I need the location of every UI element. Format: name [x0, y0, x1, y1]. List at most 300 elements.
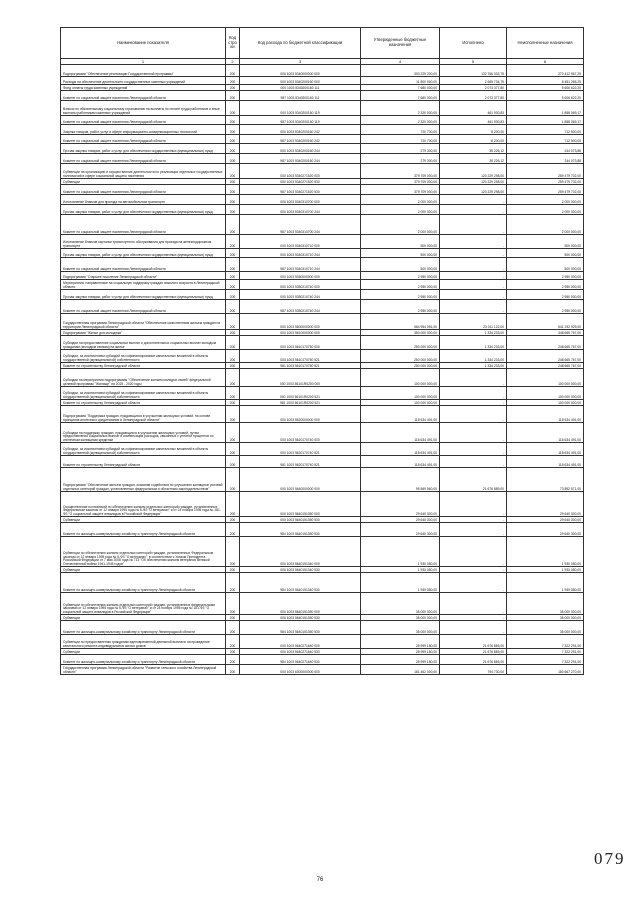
row-name: Субвенции [61, 567, 226, 573]
table-row [61, 185, 584, 195]
table-row [61, 116, 584, 125]
row-name: Субсидии на предоставление социальных выплат и дополнительных социальных выплат молодым гражданам (молодым семьям) на жилье [61, 336, 226, 350]
row-executed: 1 334 233,00 [440, 363, 507, 369]
table-row [61, 195, 584, 205]
table-row [61, 537, 584, 567]
row-remaining: 7 322 291,00 [507, 649, 584, 655]
row-name: Субсидии, за исключением субсидий на софинансирование капитальных вложений в объекты государственной (муниципальной) собственности [61, 387, 226, 400]
row-remaining: 118 634 491,00 [507, 406, 584, 423]
row-executed: - [440, 300, 507, 314]
table-row [61, 290, 584, 300]
row-remaining: 118 634 491,00 [507, 423, 584, 443]
row-budget-code: 000 1003 5640151340 000 [240, 537, 361, 567]
row-executed: 2 073 377,80 [440, 85, 507, 91]
row-approved: 279 300,00 [361, 154, 440, 164]
table-row [61, 655, 584, 665]
row-remaining: 2 950 000,00 [507, 290, 584, 300]
row-line-code: 200 [226, 65, 240, 77]
row-approved: 379 709 000,00 [361, 164, 440, 179]
row-approved: 35 000 000,00 [361, 621, 440, 635]
row-executed: 120 229 298,00 [440, 185, 507, 195]
row-budget-code: 000 1003 5640271640 000 [240, 635, 361, 649]
row-line-code: 200 [226, 423, 240, 443]
row-executed: - [440, 249, 507, 258]
row-budget-code: 000 1003 5610170750 000 [240, 336, 361, 350]
row-executed: 21 676 889,00 [440, 468, 507, 492]
row-name: Комитет по социальной защите населения Ленинградской области [61, 300, 226, 314]
row-executed: - [440, 593, 507, 615]
row-approved: 2 950 000,00 [361, 272, 440, 280]
row-line-code: 200 [226, 517, 240, 523]
row-name: Субвенции по обеспечению жильем отдельных категорий граждан, установленных федеральными законами от 12 января 1995 года № 5-ФЗ "О ветеранах" и от 24 ноября 1995 года № 181-ФЗ "О социальной защите инвалидов в Российской Федерации" [61, 593, 226, 615]
row-line-code: 200 [226, 567, 240, 573]
column-number: 6 [507, 59, 584, 65]
row-executed: - [440, 387, 507, 400]
row-approved: 100 000 000,00 [361, 400, 440, 406]
row-line-code: 200 [226, 615, 240, 621]
row-approved: 35 000 000,00 [361, 615, 440, 621]
row-line-code: 200 [226, 290, 240, 300]
row-approved: 279 300,00 [361, 144, 440, 154]
row-line-code: 200 [226, 537, 240, 567]
row-approved: 303 229 200,00 [361, 65, 440, 77]
row-line-code: 200 [226, 330, 240, 336]
row-approved: 118 634 491,00 [361, 406, 440, 423]
row-approved: 11 800 000,00 [361, 77, 440, 85]
row-budget-code: 981 1003 5610170750 521 [240, 363, 361, 369]
row-name: Фонд оплаты труда казенных учреждений [61, 85, 226, 91]
row-approved: 2 000 000,00 [361, 195, 440, 205]
row-budget-code: 000 1003 5620000000 000 [240, 406, 361, 423]
row-budget-code: 984 1003 5640271640 530 [240, 655, 361, 665]
row-executed: - [440, 523, 507, 537]
row-budget-code: 000 1003 5640151340 530 [240, 567, 361, 573]
table-row [61, 272, 584, 280]
row-name: Комитет по социальной защите населения Ленинградской области [61, 258, 226, 272]
row-remaining: 1 930 080,00 [507, 567, 584, 573]
row-executed: 120 229 298,00 [440, 179, 507, 185]
column-number: 5 [440, 59, 507, 65]
row-name: Комитет по жилищно-коммунальному хозяйству и транспорту Ленинградской области [61, 621, 226, 635]
row-approved: 29 640 300,00 [361, 492, 440, 517]
table-row [61, 280, 584, 290]
row-budget-code: 000 1003 5340271520 000 [240, 164, 361, 179]
row-remaining: 1 858 069,17 [507, 116, 584, 125]
row-budget-code: 000 1003 5340310710 244 [240, 249, 361, 258]
row-budget-code: 000 1003 5600000000 000 [240, 314, 361, 330]
row-remaining: 7 322 291,00 [507, 655, 584, 665]
row-approved: 29 640 300,00 [361, 517, 440, 523]
row-executed: - [440, 205, 507, 215]
row-remaining: 244 073,88 [507, 144, 584, 154]
row-name: Осуществление полномочий по обеспечению жильем отдельных категорий граждан, установленных Федеральным законом от 12 января 1995 года № 5-ФЗ "О ветеранах" и от 24 ноября 1995 года № 181-ФЗ "О социальной защите инвалидов в Российской Федерации" [61, 492, 226, 517]
table-header-row [61, 28, 584, 59]
row-executed: - [440, 567, 507, 573]
budget-execution-table [60, 27, 584, 675]
report-sheet [60, 27, 583, 675]
row-executed: - [440, 492, 507, 517]
row-name: Взносы по обязательному социальному страхованию на выплаты по оплате труда работников и иные выплаты работникам казенных учреждений [61, 101, 226, 116]
row-executed: - [440, 235, 507, 249]
row-executed: - [440, 621, 507, 635]
table-row [61, 91, 584, 101]
table-row [61, 101, 584, 116]
row-executed: - [440, 443, 507, 456]
row-budget-code: 000 1003 5350210740 244 [240, 290, 361, 300]
row-name: Комитет по строительству Ленинградской области [61, 456, 226, 468]
side-stamp-number: 079 [594, 849, 626, 868]
row-executed: 8 200,00 [440, 135, 507, 144]
row-approved: 1 930 080,00 [361, 537, 440, 567]
row-name: Комитет по социальной защите населения Ленинградской области [61, 116, 226, 125]
row-approved: 95 569 560,00 [361, 468, 440, 492]
row-remaining: 244 073,88 [507, 154, 584, 164]
row-approved: 2 000 000,00 [361, 205, 440, 215]
row-budget-code: 000 1003 5640271640 530 [240, 649, 361, 655]
row-remaining: 8 451 265,25 [507, 77, 584, 85]
row-line-code: 200 [226, 272, 240, 280]
row-budget-code: 000 1003 5340310710 000 [240, 235, 361, 249]
row-executed: 21 676 889,00 [440, 655, 507, 665]
row-name: Закупка товаров, работ, услуг в сфере информационно-коммуникационных технологий [61, 125, 226, 135]
row-line-code: 200 [226, 665, 240, 675]
table-row [61, 164, 584, 179]
row-remaining: 248 665 767,00 [507, 350, 584, 363]
row-approved: 2 000 000,00 [361, 215, 440, 235]
row-approved: 118 634 491,00 [361, 456, 440, 468]
row-line-code: 200 [226, 185, 240, 195]
table-row [61, 249, 584, 258]
row-line-code: 200 [226, 116, 240, 125]
row-name: Комитет по строительству Ленинградской области [61, 363, 226, 369]
row-line-code: 200 [226, 492, 240, 517]
row-line-code: 200 [226, 154, 240, 164]
row-remaining: 35 000 000,00 [507, 593, 584, 615]
row-budget-code: 984 1003 5640151350 530 [240, 621, 361, 635]
row-name: Субвенции по обеспечению жильем отдельных категорий граждан, установленных Федеральным законом от 12 января 1995 года № 5-ФЗ "О ветеранах", в соответствии с Указом Президента Российской Федерации от 7 мая 2008 года № 714 "Об обеспечении жильем ветеранов Великой Отечественной войны 1941-1945 годов" [61, 537, 226, 567]
row-name: Подпрограмма "Обеспечение реализации Государственной программы" [61, 65, 226, 77]
table-row [61, 635, 584, 649]
row-executed: - [440, 369, 507, 387]
table-row [61, 154, 584, 164]
header-approved: Утвержденные бюджетные назначения [361, 28, 440, 59]
row-remaining: 2 950 000,00 [507, 272, 584, 280]
row-budget-code: 987 1003 5340200160 242 [240, 135, 361, 144]
row-name: Комитет по социальной защите населения Ленинградской области [61, 91, 226, 101]
row-approved: 379 709 000,00 [361, 185, 440, 195]
row-approved: 250 000 000,00 [361, 350, 440, 363]
row-approved: 7 680 000,00 [361, 85, 440, 91]
row-name: Государственная программа Ленинградской области "Развитие сельского хозяйства Ленинградской области" [61, 665, 226, 675]
row-executed: - [440, 615, 507, 621]
table-row [61, 492, 584, 517]
row-budget-code: 000 1003 56101R0200 521 [240, 387, 361, 400]
row-line-code: 200 [226, 336, 240, 350]
row-line-code: 200 [226, 179, 240, 185]
row-executed: 1 334 233,00 [440, 350, 507, 363]
row-executed: - [440, 258, 507, 272]
row-remaining: 35 000 000,00 [507, 621, 584, 635]
row-executed: 8 200,00 [440, 125, 507, 135]
row-name: Прочая закупка товаров, работ и услуг для обеспечения государственных (муниципальных) нужд [61, 205, 226, 215]
row-line-code: 200 [226, 215, 240, 235]
table-row [61, 258, 584, 272]
row-approved: 500 000,00 [361, 235, 440, 249]
row-remaining: 259 479 702,00 [507, 179, 584, 185]
table-row [61, 456, 584, 468]
row-remaining: 248 665 767,00 [507, 363, 584, 369]
row-approved: 2 320 000,00 [361, 116, 440, 125]
table-row [61, 523, 584, 537]
table-row [61, 573, 584, 593]
row-budget-code: 987 1003 5350210740 244 [240, 300, 361, 314]
row-line-code: 200 [226, 655, 240, 665]
row-approved: 2 950 000,00 [361, 290, 440, 300]
row-line-code: 200 [226, 456, 240, 468]
row-executed: - [440, 537, 507, 567]
row-name: Комитет по строительству Ленинградской области [61, 400, 226, 406]
row-name: Прочая закупка товаров, работ и услуг для обеспечения государственных (муниципальных) нужд [61, 290, 226, 300]
table-row [61, 314, 584, 330]
row-budget-code: 984 1003 5640151340 530 [240, 573, 361, 593]
column-number: 1 [61, 59, 226, 65]
row-executed: 2 073 377,80 [440, 91, 507, 101]
row-executed: 461 930,83 [440, 101, 507, 116]
row-approved: 250 000 000,00 [361, 336, 440, 350]
table-row [61, 369, 584, 387]
row-remaining: 712 500,00 [507, 135, 584, 144]
row-remaining: 348 665 767,00 [507, 330, 584, 336]
row-approved: 720 700,00 [361, 135, 440, 144]
row-line-code: 200 [226, 468, 240, 492]
row-remaining: 2 000 000,00 [507, 195, 584, 205]
row-line-code: 200 [226, 350, 240, 363]
row-budget-code: 000 1003 5340200160 242 [240, 125, 361, 135]
row-remaining: 1 930 080,00 [507, 537, 584, 567]
table-row [61, 423, 584, 443]
row-approved: 250 000 000,00 [361, 363, 440, 369]
row-remaining: 2 000 000,00 [507, 205, 584, 215]
table-row [61, 387, 584, 400]
row-remaining: 29 640 300,00 [507, 523, 584, 537]
row-name: Субвенции [61, 649, 226, 655]
row-name: Мероприятия, направленные на социальную поддержку граждан пожилого возраста в Ленинградской области [61, 280, 226, 290]
table-row [61, 125, 584, 135]
row-executed: - [440, 272, 507, 280]
row-budget-code: 000 1003 5640151350 000 [240, 492, 361, 517]
row-remaining: 7 322 291,00 [507, 635, 584, 649]
row-line-code: 200 [226, 135, 240, 144]
row-approved: 2 320 000,00 [361, 101, 440, 116]
row-approved: 2 950 000,00 [361, 280, 440, 290]
row-name: Прочая закупка товаров, работ и услуг для обеспечения государственных (муниципальных) нужд [61, 249, 226, 258]
row-executed: 35 226,12 [440, 144, 507, 154]
header-line-code: Код стро ки [226, 28, 240, 59]
row-approved: 118 634 491,00 [361, 443, 440, 456]
header-executed: Исполнено [440, 28, 507, 59]
table-row [61, 336, 584, 350]
row-name: Субвенции [61, 517, 226, 523]
row-budget-code: 000 1003 5340200160 111 [240, 85, 361, 91]
row-name: Комитет по жилищно-коммунальному хозяйству и транспорту Ленинградской области [61, 523, 226, 537]
row-budget-code: 000 1003 5340310700 244 [240, 205, 361, 215]
row-budget-code: 000 1003 5350210740 000 [240, 280, 361, 290]
row-executed: 1 334 233,00 [440, 330, 507, 336]
table-row [61, 350, 584, 363]
row-line-code: 200 [226, 400, 240, 406]
row-line-code: 200 [226, 258, 240, 272]
row-budget-code: 000 1003 5620170740 000 [240, 423, 361, 443]
row-budget-code: 000 1003 5340200160 119 [240, 101, 361, 116]
row-name: Комитет по социальной защите населения Ленинградской области [61, 215, 226, 235]
row-approved: 2 950 000,00 [361, 300, 440, 314]
row-executed: 23 011 122,00 [440, 314, 507, 330]
row-name: Субсидии, за исключением субсидий на софинансирование капитальных вложений в объекты государственной (муниципальной) собственности [61, 443, 226, 456]
row-name: Комитет по жилищно-коммунальному хозяйству и транспорту Ленинградской области [61, 655, 226, 665]
row-line-code: 200 [226, 300, 240, 314]
row-budget-code: 000 1003 5640151350 530 [240, 615, 361, 621]
row-name: Изготовление бланков для проезда на автомобильном транспорте [61, 195, 226, 205]
row-approved: 28 999 180,00 [361, 655, 440, 665]
row-budget-code: 000 1003 5610170750 521 [240, 350, 361, 363]
table-row [61, 443, 584, 456]
row-executed: - [440, 456, 507, 468]
row-line-code: 200 [226, 91, 240, 101]
row-remaining: 100 000 000,00 [507, 369, 584, 387]
row-approved: 350 000 000,00 [361, 330, 440, 336]
row-name: Комитет по жилищно-коммунальному хозяйству и транспорту Ленинградской области [61, 573, 226, 593]
row-budget-code: 000 1003 5350000000 000 [240, 272, 361, 280]
row-budget-code: 000 1003 5620170740 521 [240, 443, 361, 456]
row-approved: 29 640 300,00 [361, 523, 440, 537]
row-line-code: 200 [226, 406, 240, 423]
row-executed: 120 229 298,00 [440, 164, 507, 179]
row-remaining: 2 950 000,00 [507, 280, 584, 290]
row-remaining: 5 606 622,20 [507, 91, 584, 101]
table-row [61, 144, 584, 154]
row-budget-code: 987 1003 5340310700 244 [240, 215, 361, 235]
row-approved: 35 000 000,00 [361, 593, 440, 615]
row-executed: 461 930,83 [440, 116, 507, 125]
row-line-code: 200 [226, 314, 240, 330]
row-line-code: 200 [226, 77, 240, 85]
row-name: Подпрограмма "Обеспечение жильем граждан, оказание содействия по улучшению жилищных условий отдельных категорий граждан, установленных федеральным и областным законодательством" [61, 468, 226, 492]
table-row [61, 665, 584, 675]
row-line-code: 200 [226, 144, 240, 154]
row-line-code: 200 [226, 593, 240, 615]
row-line-code: 200 [226, 280, 240, 290]
row-approved: 379 709 000,00 [361, 179, 440, 185]
row-remaining: 5 606 622,20 [507, 85, 584, 91]
table-row [61, 468, 584, 492]
row-name: Субсидии, за исключением субсидий на софинансирование капитальных вложений в объекты государственной (муниципальной) собственности [61, 350, 226, 363]
row-executed: 132 766 032,75 [440, 65, 507, 77]
row-approved: 1 930 080,00 [361, 573, 440, 593]
row-remaining: 73 892 571,00 [507, 468, 584, 492]
row-line-code: 200 [226, 369, 240, 387]
row-line-code: 200 [226, 363, 240, 369]
row-remaining: 2 000 000,00 [507, 215, 584, 235]
row-budget-code: 000 1003 5340200160 244 [240, 144, 361, 154]
row-approved: 181 462 000,00 [361, 665, 440, 675]
row-remaining: 35 000 000,00 [507, 615, 584, 621]
row-line-code: 200 [226, 649, 240, 655]
row-remaining: 118 634 491,00 [507, 456, 584, 468]
row-budget-code: 000 1003 56101R0200 000 [240, 369, 361, 387]
row-line-code: 200 [226, 195, 240, 205]
row-executed: - [440, 215, 507, 235]
row-remaining: 100 000 000,00 [507, 400, 584, 406]
row-line-code: 200 [226, 101, 240, 116]
row-budget-code: 987 1003 5340310710 244 [240, 258, 361, 272]
row-budget-code: 981 1003 56101R0200 521 [240, 400, 361, 406]
row-approved: 28 999 180,00 [361, 635, 440, 649]
row-remaining: 1 858 069,17 [507, 101, 584, 116]
row-approved: 500 000,00 [361, 258, 440, 272]
row-executed: 2 669 734,75 [440, 77, 507, 85]
row-approved: 1 930 080,00 [361, 567, 440, 573]
row-budget-code: 984 1003 5640151350 530 [240, 523, 361, 537]
row-name: Субвенции [61, 179, 226, 185]
row-remaining: 500 000,00 [507, 258, 584, 272]
row-name: Субсидии на поддержку граждан, нуждающихся в улучшении жилищных условий, путем предоставления социальных выплат и компенсации расходов, связанных с уплатой процентов по ипотечным жилищным кредитам [61, 423, 226, 443]
row-executed: 794 730,00 [440, 665, 507, 675]
row-budget-code: 000 1003 5640000000 000 [240, 468, 361, 492]
row-approved: 100 000 000,00 [361, 369, 440, 387]
row-budget-code: 987 1003 5340200160 119 [240, 116, 361, 125]
row-approved: 564 954 051,00 [361, 314, 440, 330]
table-row [61, 65, 584, 77]
row-line-code: 200 [226, 235, 240, 249]
row-budget-code: 987 1003 5340271520 530 [240, 185, 361, 195]
table-row [61, 621, 584, 635]
row-line-code: 200 [226, 523, 240, 537]
row-approved: 28 999 180,00 [361, 649, 440, 655]
row-budget-code: 000 1003 5640151350 000 [240, 593, 361, 615]
row-line-code: 200 [226, 85, 240, 91]
row-line-code: 200 [226, 621, 240, 635]
row-remaining: 2 950 000,00 [507, 300, 584, 314]
row-name: Субвенции по предоставлению гражданам единовременной денежной выплаты на проведение капитального ремонта индивидуальных жилых домов [61, 635, 226, 649]
row-approved: 118 634 491,00 [361, 423, 440, 443]
row-executed: - [440, 573, 507, 593]
table-row [61, 135, 584, 144]
row-executed: - [440, 280, 507, 290]
row-budget-code: 000 1003 5340310700 000 [240, 195, 361, 205]
row-remaining: 259 479 702,00 [507, 185, 584, 195]
header-remaining: Неисполненные назначения [507, 28, 584, 59]
row-name: Подпрограмма "Поддержка граждан, нуждающихся в улучшении жилищных условий, на основе принципов ипотечного кредитования в Ленинградской области" [61, 406, 226, 423]
row-executed: - [440, 290, 507, 300]
row-name: Расходы на обеспечение деятельности государственных казенных учреждений [61, 77, 226, 85]
table-row [61, 406, 584, 423]
row-line-code: 200 [226, 164, 240, 179]
row-executed: - [440, 195, 507, 205]
row-name: Субсидии на мероприятия подпрограммы "Обеспечение жильем молодых семей" федеральной целевой программы "Жилище" на 2015 - 2020 годы [61, 369, 226, 387]
row-name: Прочая закупка товаров, работ и услуг для обеспечения государственных (муниципальных) нужд [61, 144, 226, 154]
row-executed: - [440, 400, 507, 406]
row-budget-code: 000 1003 6300000000 000 [240, 665, 361, 675]
row-budget-code: 000 1003 5340000000 000 [240, 65, 361, 77]
column-number: 2 [226, 59, 240, 65]
row-line-code: 200 [226, 125, 240, 135]
row-executed: - [440, 517, 507, 523]
row-remaining: 712 500,00 [507, 125, 584, 135]
row-name: Комитет по социальной защите населения Ленинградской области [61, 185, 226, 195]
row-executed: 21 676 889,00 [440, 635, 507, 649]
table-row [61, 235, 584, 249]
row-remaining: 500 000,00 [507, 235, 584, 249]
